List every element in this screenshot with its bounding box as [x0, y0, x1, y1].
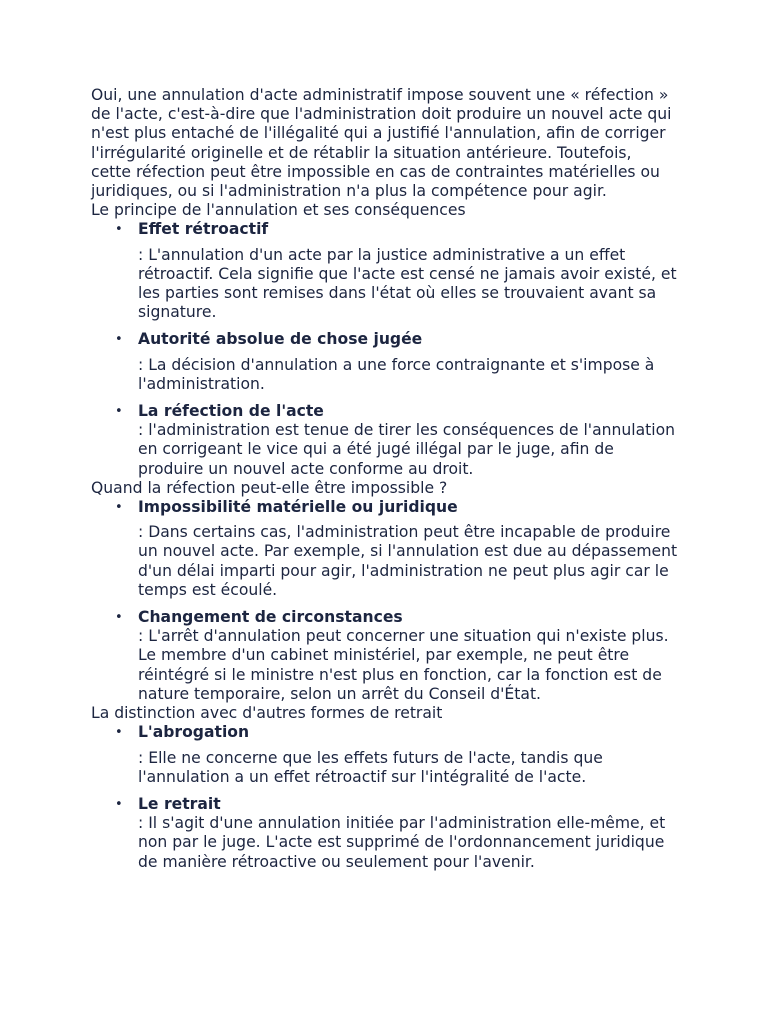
item-body: : L'annulation d'un acte par la justice administrative a un effet rétroactif. Cela signifie que l'acte est censé ne jamais avoir existé, et les parties sont remises dans l'état où elles se trouvaient avant sa signature. — [138, 245, 677, 322]
item-title: Effet rétroactif — [138, 220, 269, 239]
bullet-icon: • — [115, 332, 123, 348]
bullet-icon: • — [115, 610, 123, 626]
item-body: : l'administration est tenue de tirer les conséquences de l'annulation en corrigeant le vice qui a été jugé illégal par le juge, afin de produire un nouvel acte conforme au droit. — [138, 421, 676, 478]
section-heading-impossibility: Quand la réfection peut-elle être impossible ? — [91, 478, 448, 497]
item-title: Autorité absolue de chose jugée — [138, 330, 423, 349]
item-body: : La décision d'annulation a une force contraignante et s'impose à l'administration. — [138, 355, 655, 393]
item-title: L'abrogation — [138, 723, 250, 742]
principle-list — [91, 220, 681, 478]
item-body: : L'arrêt d'annulation peut concerner une situation qui n'existe plus. Le membre d'un cabinet ministériel, par exemple, ne peut être réintégré si le ministre n'est plus en fonction, car la fonction est de nature temporaire, selon un arrêt du Conseil d'État. — [138, 627, 669, 703]
item-body: : Il s'agit d'une annulation initiée par l'administration elle-même, et non par le juge. L'acte est supprimé de l'ordonnancement juridique de manière rétroactive ou seulement pour l'avenir. — [138, 814, 666, 871]
list-item — [91, 402, 681, 479]
list-item — [91, 330, 681, 402]
list-item — [91, 795, 681, 872]
bullet-icon: • — [115, 222, 123, 238]
document-body — [91, 86, 681, 872]
item-body: : Elle ne concerne que les effets futurs de l'acte, tandis que l'annulation a un effet rétroactif sur l'intégralité de l'acte. — [138, 748, 603, 786]
item-title: Changement de circonstances — [138, 608, 403, 627]
impossibility-list — [91, 498, 681, 704]
item-body: : Dans certains cas, l'administration peut être incapable de produire un nouvel acte. Par exemple, si l'annulation est due au dépassement d'un délai imparti pour agir, l'administration ne peut plus agir car le temps est écoulé. — [138, 523, 678, 599]
section-heading-distinction: La distinction avec d'autres formes de retrait — [91, 704, 443, 723]
bullet-icon: • — [115, 725, 123, 741]
item-title: La réfection de l'acte — [138, 402, 324, 421]
item-title: Impossibilité matérielle ou juridique — [138, 498, 458, 517]
bullet-icon: • — [115, 500, 123, 516]
list-item — [91, 220, 681, 330]
list-item — [91, 608, 681, 704]
item-title: Le retrait — [138, 794, 221, 813]
section-heading-principle: Le principe de l'annulation et ses conséquences — [91, 201, 466, 220]
intro-paragraph: Oui, une annulation d'acte administratif impose souvent une « réfection » de l'acte, c'est-à-dire que l'administration doit produire un nouvel acte qui n'est plus entaché de l'illégalité qui a justifié l'annulation, afin de corriger l'irrégularité originelle et de rétablir la situation antérieure. Toutefois, cette réfection peut être impossible en cas de contraintes matérielles ou juridiques, ou si l'administration n'a plus la compétence pour agir. — [91, 86, 672, 201]
bullet-icon: • — [115, 796, 123, 812]
distinction-list — [91, 723, 681, 871]
list-item — [91, 723, 681, 795]
list-item — [91, 498, 681, 608]
bullet-icon: • — [115, 404, 123, 420]
